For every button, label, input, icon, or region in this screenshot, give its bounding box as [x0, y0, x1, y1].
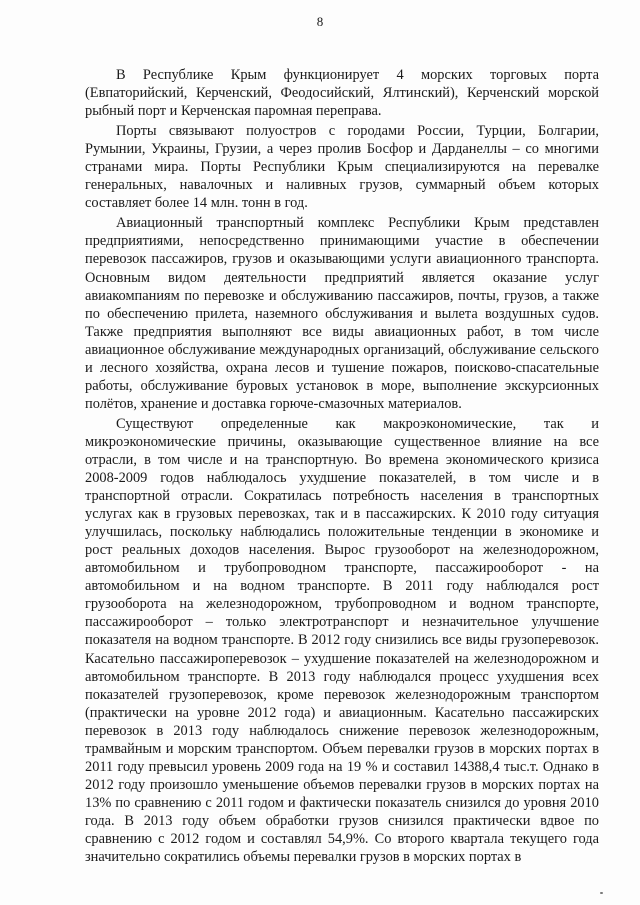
page-number: 8 [316, 14, 324, 29]
paragraph-economic-factors: Существуют определенные как макроэкономические, так и микроэкономические причины, оказывающие существенное влияние на все отрасли, в том числе и на транспортную. Во времена экономического кризиса 2008-2009 годов наблюдалось ухудшение показателей, в том числе и в транспортной отрасли. Сократилась потребность населения в транспортных услугах как в грузовых перевозках, так и в пассажирских. К 2010 году ситуация улучшилась, поскольку наблюдались положительные тенденции в экономике и рост реальных доходов населения. Вырос грузооборот на железнодорожном, автомобильном и трубопроводном транспорте, пассажирооборот - на автомобильном и на водном транспорте. В 2011 году наблюдался рост грузооборота на железнодорожном, трубопроводном и водном транспорте, пассажирооборот – только электротранспорт и незначительное улучшение показателя на водном транспорте. В 2012 году снизились все виды грузоперевозок. Касательно пассажироперевозок – ухудшение показателей на железнодорожном и автомобильном транспорте. В 2013 году наблюдался процесс ухудшения всех показателей грузоперевозок, кроме перевозок железнодорожным транспортом (практически на уровне 2012 года) и авиационным. Касательно пассажирских перевозок в 2013 году наблюдалось снижение перевозок железнодорожным, трамвайным и морским транспортом. Объем перевалки грузов в морских портах в 2011 году превысил уровень 2009 года на 19 % и составил 14388,4 тыс.т. Однако в 2012 году произошло уменьшение объемов перевалки грузов в морских портах на 13% по сравнению с 2011 годом и фактически показатель снизился до уровня 2010 года. В 2013 году объем обработки грузов снизился практически вдвое по сравнению с 2012 годом и составлял 54,9%. Со второго квартала текущего года значительно сократились объемы перевалки грузов в морских портах в [85, 415, 599, 866]
paragraph-port-connections: Порты связывают полуостров с городами России, Турции, Болгарии, Румынии, Украины, Грузии, а через пролив Босфор и Дарданеллы – со многими странами мира. Порты Республики Крым специализируются на перевалке генеральных, навалочных и наливных грузов, суммарный объем которых составляет более 14 млн. тонн в год. [85, 123, 599, 212]
paragraph-sea-ports: В Республике Крым функционирует 4 морских торговых порта (Евпаторийский, Керченский, Феодосийский, Ялтинский), Керченский морской рыбный порт и Керченская паромная переправа. [85, 67, 599, 120]
paragraph-aviation-complex: Авиационный транспортный комплекс Республики Крым представлен предприятиями, непосредственно принимающими участие в обеспечении перевозок пассажиров, грузов и оказывающими услуги авиационного транспорта. Основным видом деятельности предприятий является оказание услуг авиакомпаниям по перевозке и обслуживанию пассажиров, почты, грузов, а также по обеспечению прилета, наземного обслуживания и вылета воздушных судов. Также предприятия выполняют все виды авиационных работ, в том числе авиационное обслуживание международных организаций, обслуживание сельского и лесного хозяйства, охрана лесов и тушение пожаров, поисково-спасательные работы, обслуживание буровых установок в море, выполнение экскурсионных полётов, хранение и доставка горюче-смазочных материалов. [85, 215, 599, 412]
scan-artifact-dot [600, 892, 603, 894]
document-body [85, 66, 599, 866]
